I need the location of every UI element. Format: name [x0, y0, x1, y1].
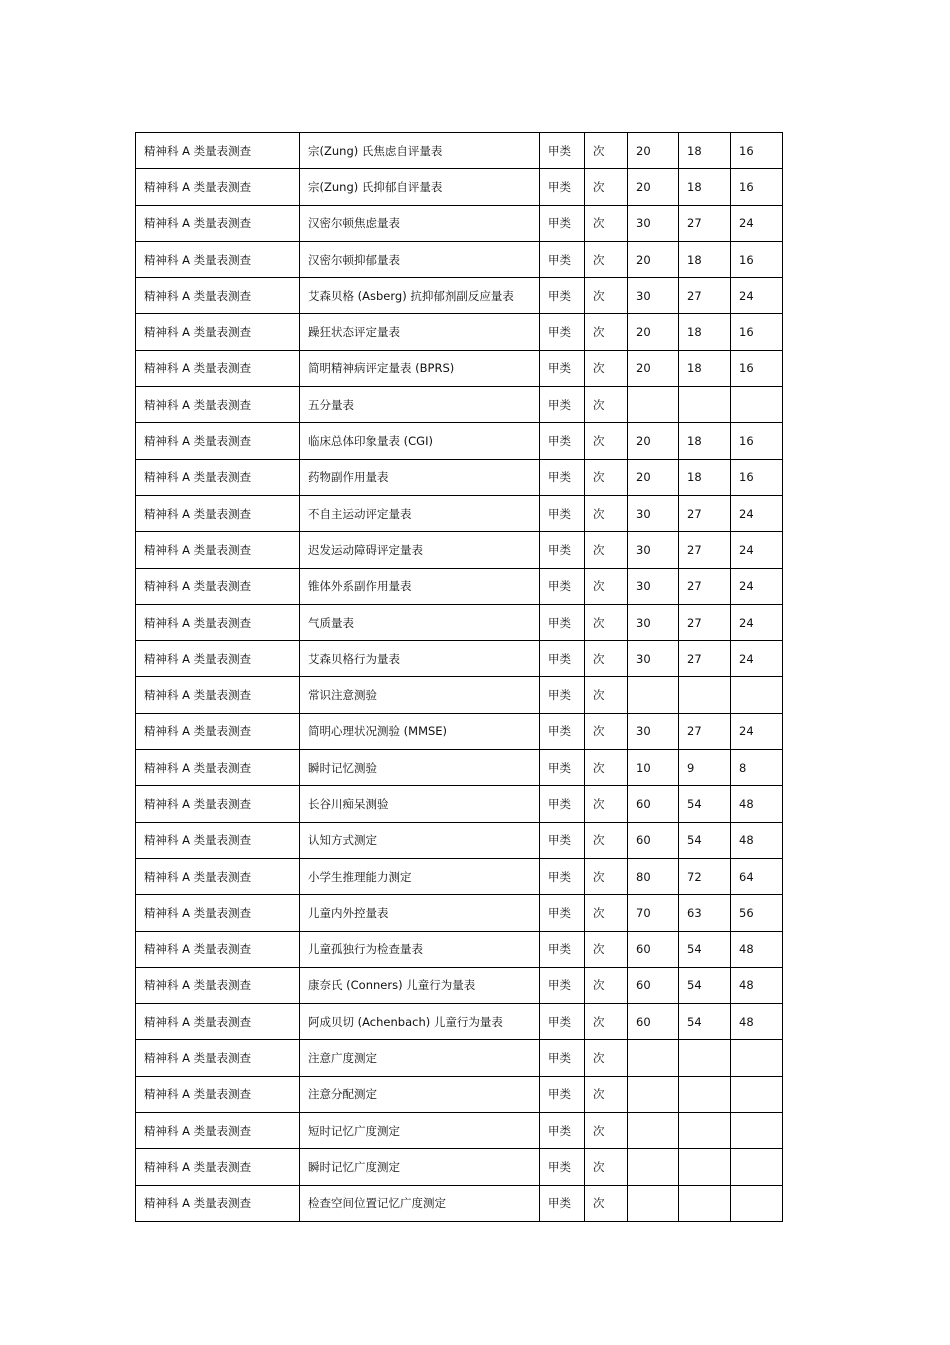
unit-cell: 次 — [585, 641, 628, 677]
category-cell: 精神科 A 类量表测查 — [136, 1185, 300, 1221]
item-name-cell: 不自主运动评定量表 — [300, 495, 540, 531]
category-cell: 精神科 A 类量表测查 — [136, 677, 300, 713]
class-cell: 甲类 — [540, 822, 585, 858]
price-3-cell — [731, 1113, 783, 1149]
price-3-cell: 24 — [731, 205, 783, 241]
price-2-cell — [679, 677, 731, 713]
price-1-cell: 30 — [628, 205, 679, 241]
unit-cell: 次 — [585, 713, 628, 749]
table-row — [136, 604, 783, 640]
price-2-cell: 18 — [679, 133, 731, 169]
class-cell: 甲类 — [540, 532, 585, 568]
unit-cell: 次 — [585, 1076, 628, 1112]
price-3-cell: 24 — [731, 495, 783, 531]
unit-cell: 次 — [585, 1004, 628, 1040]
item-name-cell: 儿童内外控量表 — [300, 895, 540, 931]
item-name-cell: 临床总体印象量表 (CGI) — [300, 423, 540, 459]
unit-cell: 次 — [585, 278, 628, 314]
unit-cell: 次 — [585, 604, 628, 640]
class-cell: 甲类 — [540, 459, 585, 495]
category-cell: 精神科 A 类量表测查 — [136, 858, 300, 894]
price-3-cell — [731, 1149, 783, 1185]
item-name-cell: 儿童孤独行为检查量表 — [300, 931, 540, 967]
table-row — [136, 532, 783, 568]
item-name-cell: 汉密尔顿焦虑量表 — [300, 205, 540, 241]
item-name-cell: 宗(Zung) 氏焦虑自评量表 — [300, 133, 540, 169]
unit-cell: 次 — [585, 532, 628, 568]
class-cell: 甲类 — [540, 895, 585, 931]
item-name-cell: 简明精神病评定量表 (BPRS) — [300, 350, 540, 386]
class-cell: 甲类 — [540, 858, 585, 894]
category-cell: 精神科 A 类量表测查 — [136, 278, 300, 314]
category-cell: 精神科 A 类量表测查 — [136, 713, 300, 749]
price-1-cell — [628, 1076, 679, 1112]
price-1-cell: 20 — [628, 169, 679, 205]
item-name-cell: 锥体外系副作用量表 — [300, 568, 540, 604]
price-2-cell: 18 — [679, 350, 731, 386]
price-1-cell: 20 — [628, 423, 679, 459]
category-cell: 精神科 A 类量表测查 — [136, 750, 300, 786]
table-row — [136, 495, 783, 531]
price-2-cell — [679, 1149, 731, 1185]
class-cell: 甲类 — [540, 604, 585, 640]
price-1-cell: 20 — [628, 314, 679, 350]
price-1-cell: 20 — [628, 241, 679, 277]
category-cell: 精神科 A 类量表测查 — [136, 423, 300, 459]
price-3-cell — [731, 387, 783, 423]
price-3-cell: 24 — [731, 568, 783, 604]
price-2-cell: 18 — [679, 423, 731, 459]
price-1-cell: 30 — [628, 495, 679, 531]
table-row — [136, 858, 783, 894]
price-2-cell: 54 — [679, 822, 731, 858]
class-cell: 甲类 — [540, 241, 585, 277]
table-row — [136, 205, 783, 241]
table-row — [136, 568, 783, 604]
table-row — [136, 459, 783, 495]
table-row — [136, 133, 783, 169]
unit-cell: 次 — [585, 822, 628, 858]
unit-cell: 次 — [585, 1149, 628, 1185]
table-row — [136, 1149, 783, 1185]
price-2-cell: 54 — [679, 786, 731, 822]
price-2-cell — [679, 1040, 731, 1076]
class-cell: 甲类 — [540, 1004, 585, 1040]
item-name-cell: 阿成贝切 (Achenbach) 儿童行为量表 — [300, 1004, 540, 1040]
price-2-cell — [679, 1113, 731, 1149]
item-name-cell: 小学生推理能力测定 — [300, 858, 540, 894]
category-cell: 精神科 A 类量表测查 — [136, 459, 300, 495]
item-name-cell: 药物副作用量表 — [300, 459, 540, 495]
class-cell: 甲类 — [540, 314, 585, 350]
unit-cell: 次 — [585, 568, 628, 604]
table-row — [136, 931, 783, 967]
class-cell: 甲类 — [540, 931, 585, 967]
price-1-cell: 30 — [628, 532, 679, 568]
price-3-cell: 16 — [731, 169, 783, 205]
table-row — [136, 1113, 783, 1149]
unit-cell: 次 — [585, 350, 628, 386]
class-cell: 甲类 — [540, 205, 585, 241]
price-2-cell: 27 — [679, 278, 731, 314]
item-name-cell: 短时记忆广度测定 — [300, 1113, 540, 1149]
price-1-cell — [628, 1040, 679, 1076]
class-cell: 甲类 — [540, 387, 585, 423]
category-cell: 精神科 A 类量表测查 — [136, 822, 300, 858]
unit-cell: 次 — [585, 495, 628, 531]
price-1-cell: 60 — [628, 1004, 679, 1040]
price-2-cell: 72 — [679, 858, 731, 894]
class-cell: 甲类 — [540, 350, 585, 386]
category-cell: 精神科 A 类量表测查 — [136, 387, 300, 423]
unit-cell: 次 — [585, 1040, 628, 1076]
class-cell: 甲类 — [540, 133, 585, 169]
price-1-cell: 20 — [628, 459, 679, 495]
class-cell: 甲类 — [540, 1076, 585, 1112]
category-cell: 精神科 A 类量表测查 — [136, 169, 300, 205]
unit-cell: 次 — [585, 1113, 628, 1149]
table-row — [136, 350, 783, 386]
category-cell: 精神科 A 类量表测查 — [136, 967, 300, 1003]
price-3-cell: 16 — [731, 459, 783, 495]
price-3-cell: 16 — [731, 133, 783, 169]
price-3-cell: 24 — [731, 713, 783, 749]
price-1-cell — [628, 1185, 679, 1221]
price-1-cell: 30 — [628, 568, 679, 604]
category-cell: 精神科 A 类量表测查 — [136, 241, 300, 277]
price-3-cell: 48 — [731, 1004, 783, 1040]
category-cell: 精神科 A 类量表测查 — [136, 568, 300, 604]
fee-table-body — [136, 133, 783, 1222]
price-1-cell: 30 — [628, 278, 679, 314]
price-3-cell: 16 — [731, 314, 783, 350]
item-name-cell: 气质量表 — [300, 604, 540, 640]
price-1-cell: 70 — [628, 895, 679, 931]
category-cell: 精神科 A 类量表测查 — [136, 314, 300, 350]
price-2-cell — [679, 1076, 731, 1112]
price-3-cell: 48 — [731, 822, 783, 858]
price-2-cell: 27 — [679, 641, 731, 677]
unit-cell: 次 — [585, 169, 628, 205]
price-3-cell: 8 — [731, 750, 783, 786]
item-name-cell: 五分量表 — [300, 387, 540, 423]
table-row — [136, 1004, 783, 1040]
category-cell: 精神科 A 类量表测查 — [136, 931, 300, 967]
item-name-cell: 瞬时记忆广度测定 — [300, 1149, 540, 1185]
item-name-cell: 艾森贝格 (Asberg) 抗抑郁剂副反应量表 — [300, 278, 540, 314]
unit-cell: 次 — [585, 1185, 628, 1221]
price-3-cell: 64 — [731, 858, 783, 894]
price-2-cell — [679, 387, 731, 423]
class-cell: 甲类 — [540, 641, 585, 677]
price-1-cell: 20 — [628, 350, 679, 386]
table-row — [136, 387, 783, 423]
class-cell: 甲类 — [540, 713, 585, 749]
price-1-cell: 10 — [628, 750, 679, 786]
item-name-cell: 简明心理状况测验 (MMSE) — [300, 713, 540, 749]
table-row — [136, 423, 783, 459]
price-3-cell: 48 — [731, 931, 783, 967]
unit-cell: 次 — [585, 750, 628, 786]
class-cell: 甲类 — [540, 1113, 585, 1149]
category-cell: 精神科 A 类量表测查 — [136, 604, 300, 640]
price-1-cell: 30 — [628, 713, 679, 749]
category-cell: 精神科 A 类量表测查 — [136, 495, 300, 531]
category-cell: 精神科 A 类量表测查 — [136, 1149, 300, 1185]
item-name-cell: 汉密尔顿抑郁量表 — [300, 241, 540, 277]
price-2-cell: 18 — [679, 459, 731, 495]
price-2-cell: 54 — [679, 967, 731, 1003]
price-3-cell: 48 — [731, 786, 783, 822]
price-3-cell: 24 — [731, 604, 783, 640]
table-row — [136, 895, 783, 931]
unit-cell: 次 — [585, 241, 628, 277]
price-2-cell: 18 — [679, 169, 731, 205]
unit-cell: 次 — [585, 423, 628, 459]
item-name-cell: 检查空间位置记忆广度测定 — [300, 1185, 540, 1221]
price-2-cell: 9 — [679, 750, 731, 786]
category-cell: 精神科 A 类量表测查 — [136, 205, 300, 241]
table-row — [136, 1076, 783, 1112]
table-row — [136, 641, 783, 677]
class-cell: 甲类 — [540, 1149, 585, 1185]
price-3-cell — [731, 1185, 783, 1221]
price-2-cell: 27 — [679, 532, 731, 568]
table-row — [136, 822, 783, 858]
item-name-cell: 认知方式测定 — [300, 822, 540, 858]
price-1-cell: 60 — [628, 931, 679, 967]
table-row — [136, 713, 783, 749]
price-2-cell: 27 — [679, 205, 731, 241]
class-cell: 甲类 — [540, 1185, 585, 1221]
table-row — [136, 967, 783, 1003]
price-1-cell — [628, 677, 679, 713]
table-row — [136, 314, 783, 350]
price-3-cell: 16 — [731, 241, 783, 277]
price-2-cell: 18 — [679, 314, 731, 350]
category-cell: 精神科 A 类量表测查 — [136, 786, 300, 822]
price-1-cell: 60 — [628, 822, 679, 858]
class-cell: 甲类 — [540, 786, 585, 822]
item-name-cell: 长谷川痴呆测验 — [300, 786, 540, 822]
unit-cell: 次 — [585, 967, 628, 1003]
class-cell: 甲类 — [540, 169, 585, 205]
unit-cell: 次 — [585, 931, 628, 967]
class-cell: 甲类 — [540, 423, 585, 459]
class-cell: 甲类 — [540, 677, 585, 713]
class-cell: 甲类 — [540, 495, 585, 531]
table-row — [136, 241, 783, 277]
price-1-cell — [628, 387, 679, 423]
category-cell: 精神科 A 类量表测查 — [136, 1004, 300, 1040]
price-3-cell — [731, 1040, 783, 1076]
table-row — [136, 169, 783, 205]
price-2-cell: 54 — [679, 931, 731, 967]
class-cell: 甲类 — [540, 750, 585, 786]
price-3-cell: 48 — [731, 967, 783, 1003]
unit-cell: 次 — [585, 133, 628, 169]
price-2-cell: 18 — [679, 241, 731, 277]
category-cell: 精神科 A 类量表测查 — [136, 350, 300, 386]
price-3-cell: 16 — [731, 350, 783, 386]
price-1-cell — [628, 1113, 679, 1149]
price-1-cell: 30 — [628, 604, 679, 640]
price-3-cell: 24 — [731, 278, 783, 314]
table-row — [136, 1185, 783, 1221]
unit-cell: 次 — [585, 205, 628, 241]
price-2-cell: 27 — [679, 604, 731, 640]
table-row — [136, 786, 783, 822]
price-2-cell: 63 — [679, 895, 731, 931]
price-1-cell: 20 — [628, 133, 679, 169]
item-name-cell: 注意广度测定 — [300, 1040, 540, 1076]
table-row — [136, 750, 783, 786]
category-cell: 精神科 A 类量表测查 — [136, 1113, 300, 1149]
table-row — [136, 1040, 783, 1076]
price-1-cell: 60 — [628, 967, 679, 1003]
item-name-cell: 康奈氏 (Conners) 儿童行为量表 — [300, 967, 540, 1003]
item-name-cell: 宗(Zung) 氏抑郁自评量表 — [300, 169, 540, 205]
price-1-cell: 60 — [628, 786, 679, 822]
item-name-cell: 躁狂状态评定量表 — [300, 314, 540, 350]
price-2-cell: 27 — [679, 568, 731, 604]
category-cell: 精神科 A 类量表测查 — [136, 532, 300, 568]
item-name-cell: 瞬时记忆测验 — [300, 750, 540, 786]
unit-cell: 次 — [585, 314, 628, 350]
table-row — [136, 278, 783, 314]
price-3-cell: 16 — [731, 423, 783, 459]
price-2-cell: 54 — [679, 1004, 731, 1040]
item-name-cell: 常识注意测验 — [300, 677, 540, 713]
unit-cell: 次 — [585, 858, 628, 894]
fee-table — [135, 132, 783, 1222]
item-name-cell: 注意分配测定 — [300, 1076, 540, 1112]
table-row — [136, 677, 783, 713]
price-2-cell: 27 — [679, 495, 731, 531]
category-cell: 精神科 A 类量表测查 — [136, 895, 300, 931]
category-cell: 精神科 A 类量表测查 — [136, 1076, 300, 1112]
class-cell: 甲类 — [540, 278, 585, 314]
category-cell: 精神科 A 类量表测查 — [136, 133, 300, 169]
unit-cell: 次 — [585, 677, 628, 713]
unit-cell: 次 — [585, 387, 628, 423]
price-1-cell: 30 — [628, 641, 679, 677]
class-cell: 甲类 — [540, 568, 585, 604]
price-2-cell: 27 — [679, 713, 731, 749]
price-1-cell — [628, 1149, 679, 1185]
category-cell: 精神科 A 类量表测查 — [136, 1040, 300, 1076]
unit-cell: 次 — [585, 459, 628, 495]
price-3-cell: 56 — [731, 895, 783, 931]
price-3-cell: 24 — [731, 532, 783, 568]
item-name-cell: 迟发运动障碍评定量表 — [300, 532, 540, 568]
unit-cell: 次 — [585, 895, 628, 931]
unit-cell: 次 — [585, 786, 628, 822]
price-3-cell — [731, 677, 783, 713]
item-name-cell: 艾森贝格行为量表 — [300, 641, 540, 677]
category-cell: 精神科 A 类量表测查 — [136, 641, 300, 677]
price-3-cell: 24 — [731, 641, 783, 677]
class-cell: 甲类 — [540, 967, 585, 1003]
price-3-cell — [731, 1076, 783, 1112]
class-cell: 甲类 — [540, 1040, 585, 1076]
price-1-cell: 80 — [628, 858, 679, 894]
price-2-cell — [679, 1185, 731, 1221]
